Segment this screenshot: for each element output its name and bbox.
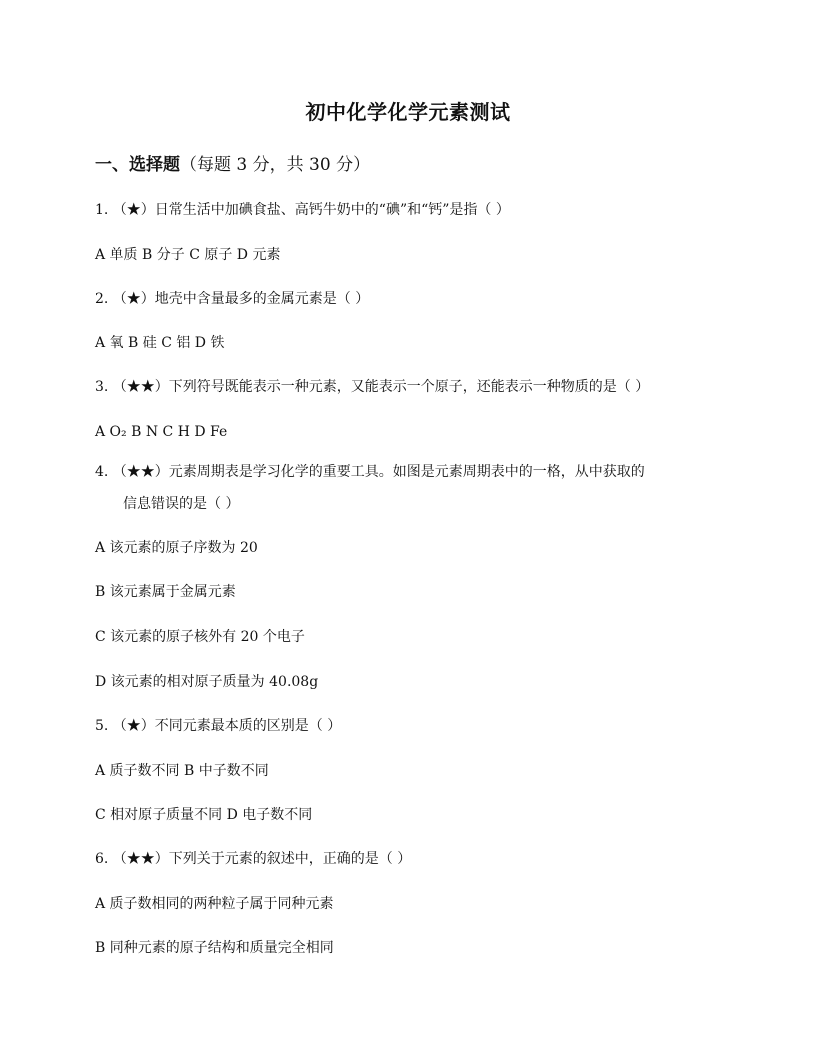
question-4-option-b: B 该元素属于金属元素 xyxy=(95,584,236,600)
question-2-options: A 氧 B 硅 C 铝 D 铁 xyxy=(95,335,225,351)
section-score-note: （每题 3 分，共 30 分） xyxy=(180,155,371,175)
section-heading xyxy=(95,150,370,175)
question-6-option-a: A 质子数相同的两种粒子属于同种元素 xyxy=(95,896,334,912)
question-3-options: A O₂ B N C H D Fe xyxy=(95,424,228,440)
question-6: 6. （★★）下列关于元素的叙述中，正确的是（ ） xyxy=(95,851,412,867)
question-4-option-a: A 该元素的原子序数为 20 xyxy=(95,540,258,556)
question-1: 1. （★）日常生活中加碘食盐、高钙牛奶中的“碘”和“钙”是指（ ） xyxy=(95,202,510,218)
section-heading-text: 一、选择题 xyxy=(95,155,180,175)
question-1-options: A 单质 B 分子 C 原子 D 元素 xyxy=(95,247,281,263)
question-6-option-b: B 同种元素的原子结构和质量完全相同 xyxy=(95,940,334,956)
question-5-options-cd: C 相对原子质量不同 D 电子数不同 xyxy=(95,807,313,823)
question-4-option-d: D 该元素的相对原子质量为 40.08g xyxy=(95,674,319,690)
document-title: 初中化学化学元素测试 xyxy=(305,100,511,124)
question-3: 3. （★★）下列符号既能表示一种元素，又能表示一个原子，还能表示一种物质的是（ ） xyxy=(95,379,650,395)
question-4-option-c: C 该元素的原子核外有 20 个电子 xyxy=(95,629,305,645)
question-4-line-2: 信息错误的是（ ） xyxy=(123,496,240,512)
question-4-line-1: 4. （★★）元素周期表是学习化学的重要工具。如图是元素周期表中的一格，从中获取的 xyxy=(95,464,645,480)
question-2: 2. （★）地壳中含量最多的金属元素是（ ） xyxy=(95,291,370,307)
question-5: 5. （★）不同元素最本质的区别是（ ） xyxy=(95,718,342,734)
question-5-options-ab: A 质子数不同 B 中子数不同 xyxy=(95,763,269,779)
